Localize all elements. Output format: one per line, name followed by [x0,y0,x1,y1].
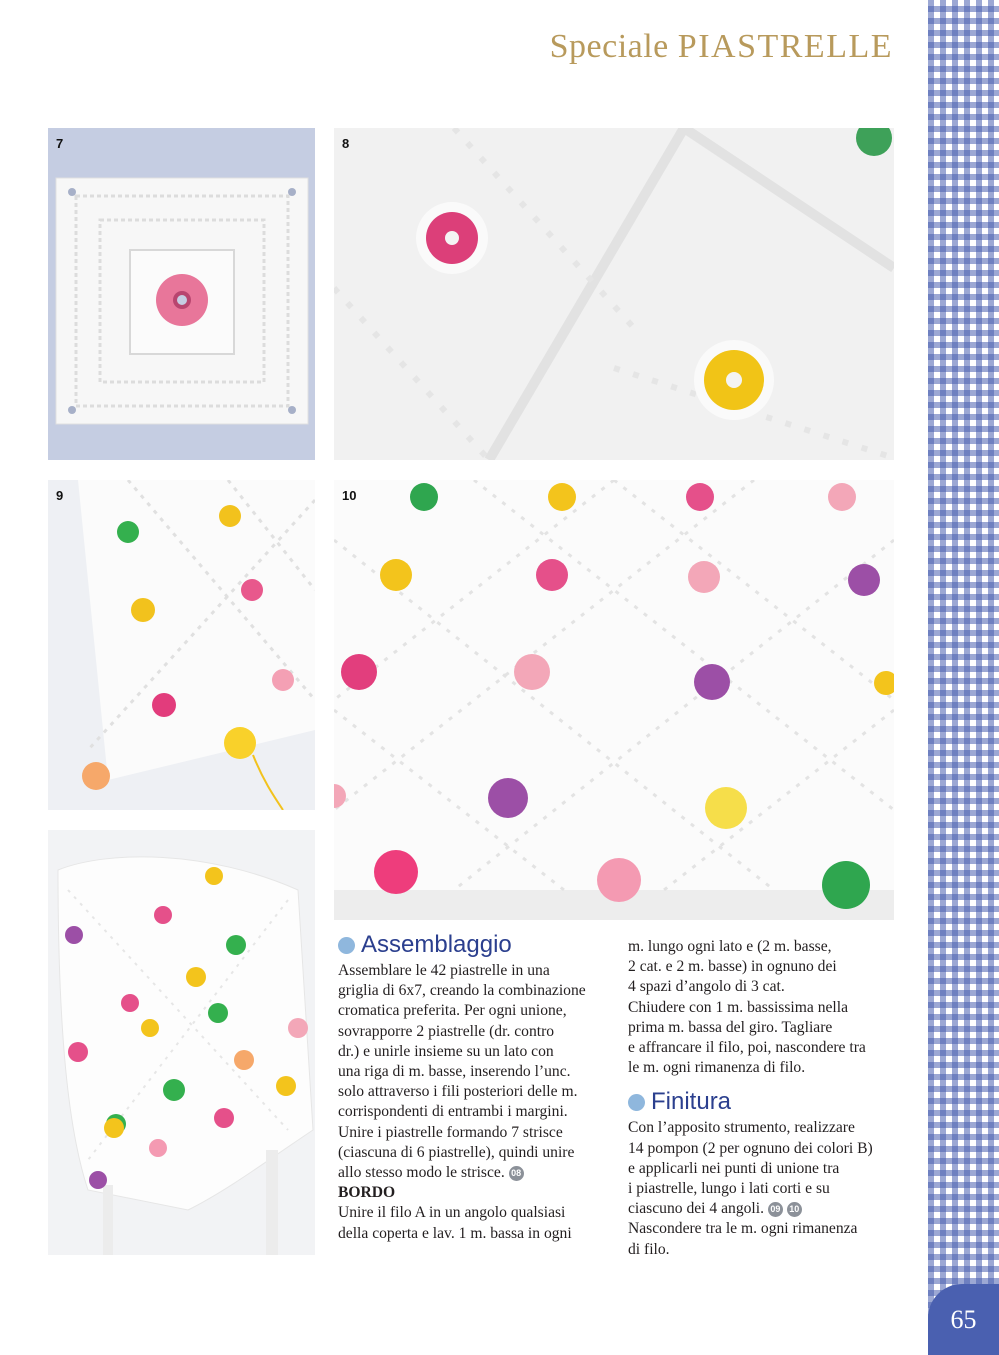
pink-flower [416,202,488,274]
finitura-line [628,1199,908,1219]
photo-7-single-tile [48,128,315,460]
blanket-illustration [334,480,894,920]
assemblaggio-line [338,1163,610,1183]
assemblaggio-line: (ciascuna di 6 piastrelle), quindi unire [338,1143,575,1161]
assemblaggio-line: griglia di 6x7, creando la combinazione [338,982,586,1000]
title-strong: PIASTRELLE [677,28,893,65]
section-assemblaggio-heading [338,931,610,959]
figure-ref-badge: 09 [768,1202,783,1217]
bordo-line: 2 cat. e 2 m. basse) in ognuno dei [628,958,837,976]
page-title [550,28,893,66]
finitura-line: di filo. [628,1240,670,1258]
bullet-icon [338,937,355,954]
assemblaggio-line: cromatica preferita. Per ogni unione, [338,1002,567,1020]
bordo-line: 4 spazi d’angolo di 3 cat. [628,978,785,996]
section-title: Finitura [651,1088,732,1116]
text-column-left [338,931,610,1244]
pink-flower [156,274,208,326]
bordo-line: m. lungo ogni lato e (2 m. basse, [628,938,832,955]
bordo-line: Chiudere con 1 m. bassissima nella [628,998,849,1016]
figure-ref-badge: 08 [509,1166,524,1181]
gingham-border [928,0,999,1355]
assemblaggio-last-text: allo stesso modo le strisce. [338,1164,505,1182]
blanket-corner-illustration [48,480,315,810]
bordo-line: della coperta e lav. 1 m. bassa in ogni [338,1224,572,1242]
finitura-line: Nascondere tra le m. ogni rimanenza [628,1220,858,1238]
photo-9-blanket-corner [48,480,315,810]
photo-10-blanket [334,480,894,920]
photo-blanket-on-chair [48,830,315,1255]
section-finitura-heading [628,1088,908,1116]
bordo-line: le m. ogni rimanenza di filo. [628,1059,806,1077]
photo-number: 7 [56,136,64,151]
closeup-illustration [334,128,894,460]
page-number: 65 [928,1284,999,1355]
assemblaggio-line: sovrapporre 2 piastrelle (dr. contro [338,1022,555,1040]
bordo-heading: BORDO [338,1184,396,1202]
finitura-line: 14 pompon (2 per ognuno dei colori B) [628,1139,873,1157]
title-prefix: Speciale [549,28,669,65]
finitura-ref-text: ciascuno dei 4 angoli. [628,1200,764,1218]
finitura-line: Con l’apposito strumento, realizzare [628,1119,855,1137]
assemblaggio-line: solo attraverso i fili posteriori delle m. [338,1083,578,1101]
bordo-line: Unire il filo A in un angolo qualsiasi [338,1204,566,1222]
photo-number: 10 [342,488,357,503]
assemblaggio-line: dr.) e unirle insieme su un lato con [338,1042,554,1060]
assemblaggio-line: Assemblare le 42 piastrelle in una [338,962,550,979]
assemblaggio-line: una riga di m. basse, inserendo l’unc. [338,1063,571,1081]
chair-illustration [48,830,315,1255]
photo-number: 9 [56,488,64,503]
bullet-icon [628,1094,645,1111]
photo-8-closeup [334,128,894,460]
photo-number: 8 [342,136,350,151]
tile-illustration [48,128,315,460]
finitura-line: e applicarli nei punti di unione tra [628,1159,840,1177]
bordo-line: prima m. bassa del giro. Tagliare [628,1018,833,1036]
finitura-line: i piastrelle, lungo i lati corti e su [628,1180,830,1198]
assemblaggio-line: Unire i piastrelle formando 7 strisce [338,1123,563,1141]
section-title: Assemblaggio [361,931,512,958]
figure-ref-badge: 10 [787,1202,802,1217]
bordo-line: e affrancare il filo, poi, nascondere tra [628,1039,866,1057]
yellow-flower [694,340,774,420]
text-column-right [628,937,908,1260]
assemblaggio-line: corrispondenti di entrambi i margini. [338,1103,568,1121]
